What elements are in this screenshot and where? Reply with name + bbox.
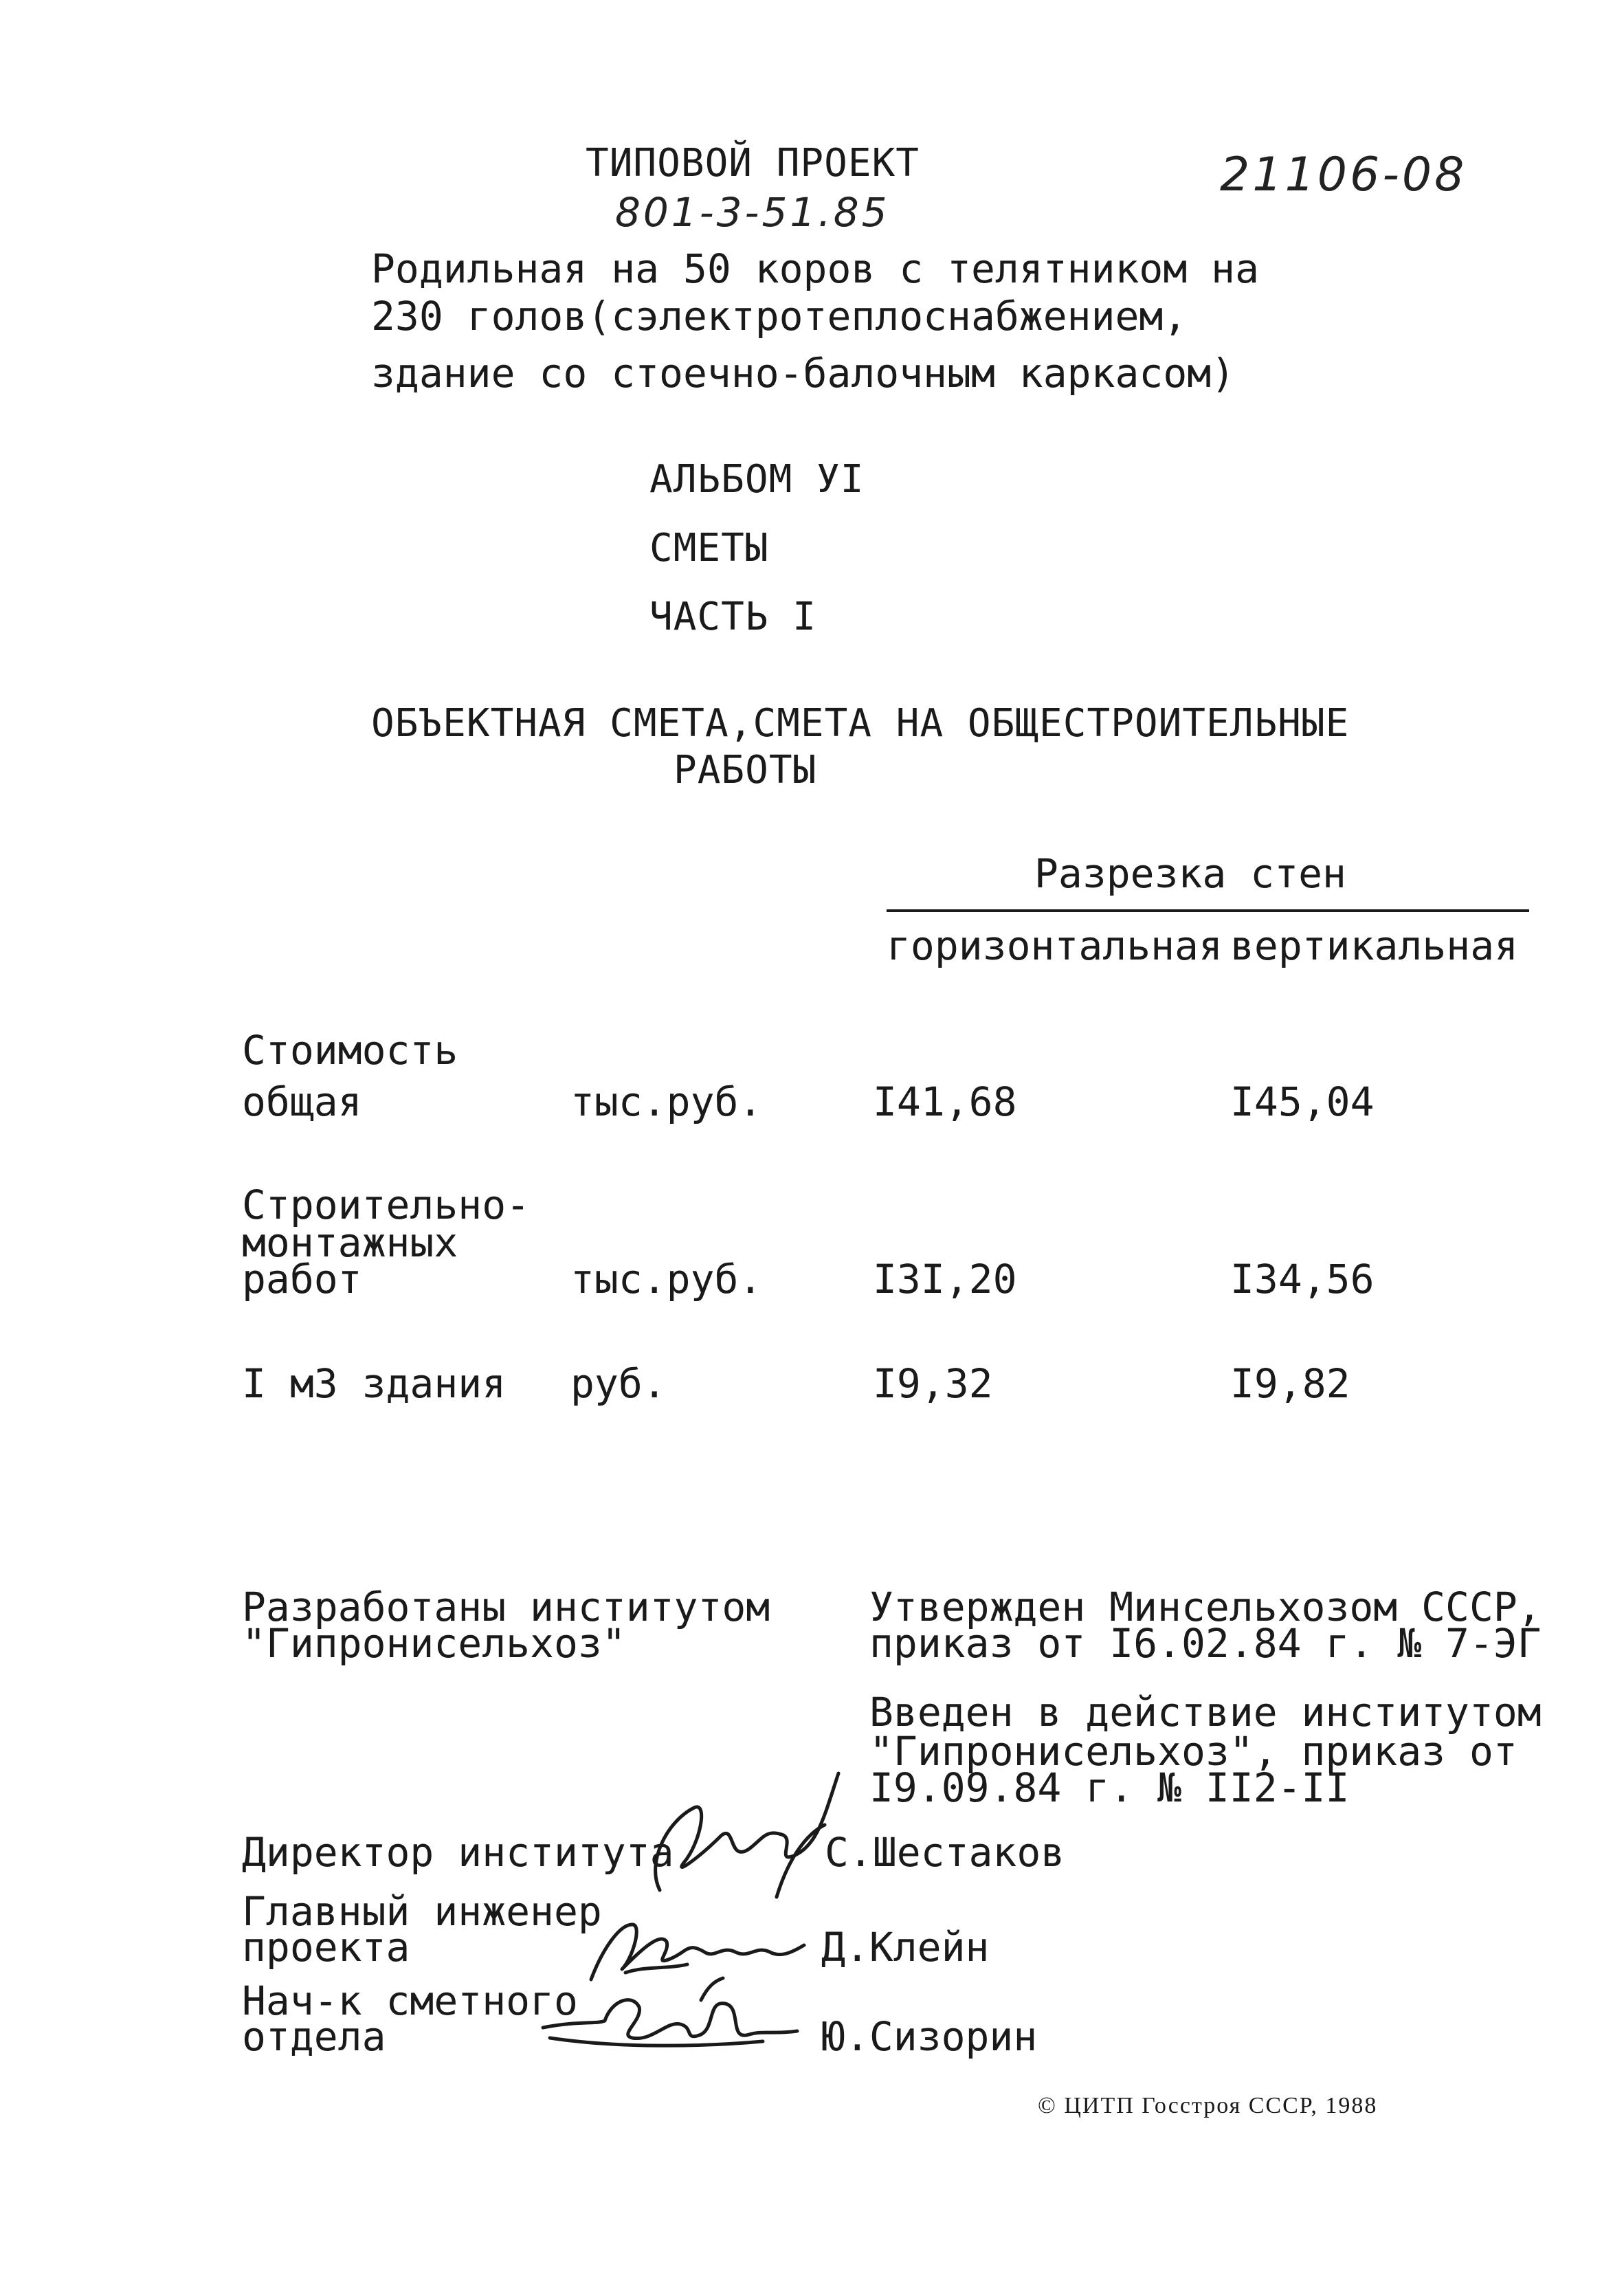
row-construction-label-line-2: монтажных	[242, 1219, 458, 1266]
row-construction-unit: тыс.руб.	[570, 1256, 763, 1302]
row-per-m3-value-vertical: I9,82	[1230, 1360, 1350, 1407]
signature-chief-engineer-role-line-1: Главный инженер	[242, 1888, 602, 1935]
row-per-m3-value-horizontal: I9,32	[873, 1360, 993, 1407]
signature-estimates-head-name: Ю.Сизорин	[821, 2013, 1038, 2060]
column-header-horizontal: горизонтальная	[887, 922, 1223, 969]
description-line-3: здание со стоечно-балочным каркасом)	[371, 350, 1236, 397]
part-label: ЧАСТЬ I	[649, 595, 817, 639]
row-total-unit: тыс.руб.	[570, 1078, 763, 1125]
enacted-line-1: Введен в действие институтом	[869, 1689, 1542, 1736]
cost-table-group-header: Разрезка стен	[1034, 850, 1346, 897]
approved-line-1: Утвержден Минсельхозом СССР,	[869, 1584, 1542, 1630]
document-number: 21106-08	[1220, 148, 1467, 202]
row-construction-label-line-3: работ	[242, 1256, 362, 1302]
description-line-2: 230 голов(сэлектротеплоснабжением,	[371, 293, 1188, 340]
signature-director-role: Директор института	[242, 1829, 674, 1876]
section-label: СМЕТЫ	[649, 526, 769, 570]
subject-line-1: ОБЪЕКТНАЯ СМЕТА,СМЕТА НА ОБЩЕСТРОИТЕЛЬНЫЕ	[371, 701, 1350, 746]
signature-director-handwriting	[619, 1760, 852, 1911]
signature-chief-engineer-role-line-2: проекта	[242, 1924, 410, 1971]
row-total-label-line-2: общая	[242, 1078, 362, 1125]
signature-estimates-head-role-line-1: Нач-к сметного	[242, 1977, 578, 2024]
signature-estimates-head-handwriting	[536, 1973, 811, 2069]
column-header-vertical: вертикальная	[1230, 922, 1519, 969]
project-type-title: ТИПОВОЙ ПРОЕКТ	[586, 141, 920, 186]
project-code: 801-3-51.85	[615, 189, 890, 236]
row-total-label-line-1: Стоимость	[242, 1027, 458, 1074]
album-label: АЛЬБОМ УI	[649, 457, 865, 502]
cost-table-header-rule	[887, 909, 1529, 912]
approved-line-2: приказ от I6.02.84 г. № 7-ЭГ	[869, 1620, 1542, 1667]
developed-by-line-2: "Гипронисельхоз"	[242, 1620, 626, 1667]
enacted-line-3: I9.09.84 г. № II2-II	[869, 1764, 1350, 1811]
signature-estimates-head-role-line-2: отдела	[242, 2013, 386, 2060]
signature-chief-engineer-name: Д.Клейн	[821, 1924, 990, 1971]
row-per-m3-unit: руб.	[570, 1360, 667, 1407]
copyright: © ЦИТП Госстроя СССР, 1988	[1038, 2093, 1378, 2118]
description-line-1: Родильная на 50 коров с телятником на	[371, 245, 1260, 292]
row-construction-value-horizontal: I3I,20	[873, 1256, 1017, 1302]
row-total-value-vertical: I45,04	[1230, 1078, 1375, 1125]
enacted-line-2: "Гипронисельхоз", приказ от	[869, 1728, 1517, 1775]
subject-line-2: РАБОТЫ	[674, 748, 817, 792]
signature-director-name: С.Шестаков	[825, 1829, 1065, 1876]
row-construction-label-line-1: Строительно-	[242, 1182, 531, 1228]
developed-by-line-1: Разработаны институтом	[242, 1584, 770, 1630]
row-per-m3-label: I м3 здания	[242, 1360, 507, 1407]
row-construction-value-vertical: I34,56	[1230, 1256, 1375, 1302]
row-total-value-horizontal: I41,68	[873, 1078, 1017, 1125]
